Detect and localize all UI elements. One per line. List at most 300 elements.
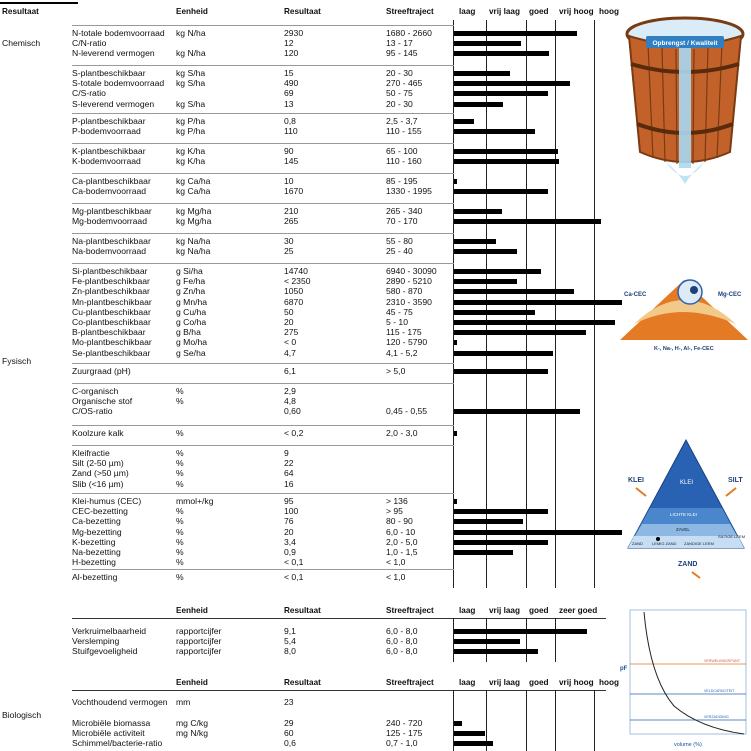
row-g7-1 [0,276,640,286]
row-g7-0-value: 14740 [284,266,308,276]
bio-row-3-bar [454,741,493,746]
phys-row-0-value: 9,1 [284,626,296,636]
row-g10-0-bar [454,431,457,436]
row-g11-1-unit: % [176,458,184,469]
row-g12-2-value: 76 [284,516,294,527]
row-g12-4-bar [454,540,548,545]
row-g10-0-value: < 0,2 [284,428,304,438]
row-g12-0-parameter: Klei-humus (CEC) [72,496,142,506]
row-g9-1-value: 4,8 [284,396,296,407]
row-g12-6-value: < 0,1 [284,557,304,568]
row-g0-1 [0,38,640,48]
phys-row-0 [0,626,640,636]
row-g5-1 [0,216,640,226]
row-g12-6-target: < 1,0 [386,557,406,568]
row-g4-0-target: 85 - 195 [386,176,418,186]
row-g6-1-parameter: Na-bodemvoorraad [72,246,147,257]
phys-row-1-value: 5,4 [284,636,296,647]
row-g7-3-parameter: Mn-plantbeschikbaar [72,296,152,307]
top-rule [0,2,78,4]
row-g5-0-bar [454,209,502,214]
bio-row-3-value: 0,6 [284,738,296,748]
row-g13-0-value: < 0,1 [284,572,304,582]
row-g12-6-unit: % [176,557,184,568]
row-g1-3-value: 13 [284,98,294,109]
cec-label-bottom: K-, Na-, H-, Al-, Fe-CEC [654,346,714,352]
bio-row-1-unit: mg C/kg [176,718,208,728]
bio-scale-vrij-hoog: vrij hoog [559,678,594,687]
row-g7-2-target: 580 - 870 [386,286,423,297]
row-g3-0-bar [454,149,558,154]
phys-row-0-unit: rapportcijfer [176,626,222,636]
row-g7-6-unit: g B/ha [176,327,201,338]
row-g12-2-parameter: Ca-bezetting [72,516,121,527]
row-g7-3 [0,297,640,307]
row-g12-4-value: 3,4 [284,536,296,547]
phys-row-2-parameter: Stuifgevoeligheid [72,646,138,657]
row-g2-1-bar [454,129,535,134]
row-g12-1-value: 100 [284,506,299,517]
bio-scale-vrij-laag: vrij laag [489,678,520,687]
row-g9-2-parameter: C/OS-ratio [72,406,113,417]
row-g7-3-bar [454,300,622,305]
row-g5-1-value: 265 [284,216,299,227]
row-g0-1-target: 13 - 17 [386,38,413,49]
row-g1-3-unit: kg S/ha [176,98,206,109]
row-g7-7-parameter: Mo-plantbeschikbaar [72,337,152,348]
bio-row-1 [0,718,640,728]
row-g11-0 [0,448,640,458]
group-divider [72,25,454,26]
row-g7-2-parameter: Zn-plantbeschikbaar [72,286,150,297]
row-g0-0-target: 1680 - 2660 [386,28,432,38]
bio-scale-hoog: hoog [599,678,620,687]
phys-scale-laag: laag [459,606,476,615]
row-g12-2-target: 80 - 90 [386,516,413,527]
row-g11-3-value: 16 [284,478,294,489]
row-g7-4-bar [454,310,535,315]
phys-row-0-parameter: Verkruimelbaarheid [72,626,147,636]
bio-row-3-parameter: Schimmel/bacterie-ratio [72,738,163,748]
row-g12-0-unit: mmol+/kg [176,496,214,506]
row-g1-3-parameter: S-leverend vermogen [72,98,155,109]
phys-header-resultaat: Resultaat [284,606,321,615]
row-g9-2-bar [454,409,580,414]
row-g7-2-unit: g Zn/ha [176,286,206,297]
row-g9-2 [0,406,640,416]
group-divider [72,65,454,66]
row-g12-3-unit: % [176,526,184,537]
bio-scale-goed: goed [529,678,549,687]
row-g12-3 [0,527,640,537]
tri-siltige-leem: SILTIGE LEEM [718,534,746,539]
row-g7-3-value: 6870 [284,296,304,307]
row-g11-1-parameter: Silt (2-50 µm) [72,458,124,469]
row-g1-1 [0,78,640,88]
pf-band-1: VERWELKINGSPUNT [704,659,741,663]
row-g6-1-target: 25 - 40 [386,246,413,257]
phys-row-1 [0,636,640,646]
phys-row-0-bar [454,629,587,634]
row-g0-1-bar [454,41,521,46]
row-g6-1-unit: kg Na/ha [176,246,211,257]
row-g7-7-target: 120 - 5790 [386,337,428,348]
row-g1-1-unit: kg S/ha [176,78,206,89]
row-g6-0-parameter: Na-plantbeschikbaar [72,236,151,246]
row-g7-3-target: 2310 - 3590 [386,296,432,307]
bio-scale-laag: laag [459,678,476,687]
row-g5-0 [0,206,640,216]
row-g4-0-bar [454,179,457,184]
row-g4-1-target: 1330 - 1995 [386,186,432,197]
row-g1-0-unit: kg S/ha [176,68,206,78]
row-g12-3-bar [454,530,622,535]
row-g3-1-unit: kg K/ha [176,156,206,167]
row-g1-1-value: 490 [284,78,299,89]
row-g9-2-value: 0,60 [284,406,301,417]
row-g0-1-parameter: C/N-ratio [72,38,107,49]
row-g6-1-bar [454,249,517,254]
barrel-banner-text: Opbrengst / Kwaliteit [652,40,718,47]
row-g8-0 [0,366,640,376]
bio-row-0-unit: mm [176,697,191,707]
bio-row-1-bar [454,721,462,726]
row-g7-1-target: 2890 - 5210 [386,276,432,287]
group-divider [72,493,454,494]
row-g5-1-unit: kg Mg/ha [176,216,212,227]
row-g9-0-unit: % [176,386,184,396]
bio-row-2-bar [454,731,485,736]
row-g12-5-target: 1,0 - 1,5 [386,547,418,557]
row-g10-0 [0,428,640,438]
phys-row-2-value: 8,0 [284,646,296,657]
row-g7-6-parameter: B-plantbeschikbaar [72,327,146,338]
scale-vrij-laag: vrij laag [489,7,520,16]
row-g1-2-target: 50 - 75 [386,88,413,99]
row-g4-1-parameter: Ca-bodemvoorraad [72,186,147,197]
row-g1-1-bar [454,81,570,86]
row-g7-5-parameter: Co-plantbeschikbaar [72,317,151,327]
row-g7-3-unit: g Mn/ha [176,296,208,307]
row-g7-0-target: 6940 - 30090 [386,266,437,276]
row-g7-6-bar [454,330,586,335]
row-g5-1-parameter: Mg-bodemvoorraad [72,216,147,227]
row-g8-0-bar [454,369,548,374]
phys-row-1-parameter: Verslemping [72,636,120,647]
row-g1-0-parameter: S-plantbeschikbaar [72,68,146,78]
row-g0-0 [0,28,640,38]
section-fysisch: Fysisch [2,356,32,366]
phys-scale-goed: goed [529,606,549,615]
row-g12-6 [0,557,640,567]
row-g12-1-bar [454,509,548,514]
row-g7-7-unit: g Mo/ha [176,337,208,348]
bio-row-0-value: 23 [284,697,294,707]
texture-triangle [622,436,750,596]
group-divider [72,113,454,114]
row-g7-8-unit: g Se/ha [176,347,206,358]
row-g2-0-parameter: P-plantbeschikbaar [72,116,146,126]
row-g1-3 [0,99,640,109]
row-g6-1-value: 25 [284,246,294,257]
row-g7-5 [0,317,640,327]
row-g5-1-target: 70 - 170 [386,216,418,227]
row-g4-1-value: 1670 [284,186,304,197]
row-g4-0 [0,176,640,186]
row-g6-0-bar [454,239,496,244]
row-g1-2-value: 69 [284,88,294,99]
row-g6-1 [0,246,640,256]
pf-ylabel: pF [620,666,628,672]
row-g7-7-bar [454,340,457,345]
row-g7-2-value: 1050 [284,286,304,297]
row-g0-2 [0,48,640,58]
bio-row-1-target: 240 - 720 [386,718,423,728]
row-g3-0 [0,146,640,156]
phys-row-1-unit: rapportcijfer [176,636,222,647]
row-g12-1-parameter: CEC-bezetting [72,506,128,517]
scale-laag: laag [459,7,476,16]
row-g1-1-target: 270 - 465 [386,78,423,89]
row-g12-4-parameter: K-bezetting [72,536,116,547]
row-g6-0-value: 30 [284,236,294,246]
row-g7-5-target: 5 - 10 [386,317,408,327]
row-g2-1-unit: kg P/ha [176,126,206,137]
cec-label-ca: Ca-CEC [624,292,647,298]
phys-row-2 [0,646,640,656]
row-g5-0-parameter: Mg-plantbeschikbaar [72,206,152,216]
tri-axis-klei: KLEI [628,477,644,484]
group-divider [72,383,454,384]
row-g5-0-unit: kg Mg/ha [176,206,212,216]
header-resultaat-value: Resultaat [284,7,321,16]
bio-header-eenheid: Eenheid [176,678,208,687]
row-g4-1-unit: kg Ca/ha [176,186,211,197]
phys-scale-zeer-goed: zeer goed [559,606,598,615]
row-g12-2 [0,516,640,526]
phys-row-0-target: 6,0 - 8,0 [386,626,418,636]
row-g2-1-parameter: P-bodemvoorraad [72,126,141,137]
phys-row-1-bar [454,639,520,644]
row-g2-0-unit: kg P/ha [176,116,206,126]
row-g7-0 [0,266,640,276]
bio-header-streeftraject: Streeftraject [386,678,434,687]
row-g7-8-parameter: Se-plantbeschikbaar [72,347,151,358]
row-g13-0-target: < 1,0 [386,572,406,582]
group-divider [72,203,454,204]
row-g12-1-unit: % [176,506,184,517]
row-g13-0-unit: % [176,572,184,582]
row-g7-5-unit: g Co/ha [176,317,207,327]
row-g9-1-unit: % [176,396,184,407]
row-g2-0-bar [454,119,474,124]
row-g0-2-bar [454,51,549,56]
row-g3-1-bar [454,159,559,164]
row-g11-3 [0,479,640,489]
row-g12-5 [0,547,640,557]
row-g12-5-parameter: Na-bezetting [72,547,121,557]
row-g12-4-target: 2,0 - 5,0 [386,536,418,547]
row-g12-2-bar [454,519,523,524]
row-g11-3-unit: % [176,478,184,489]
row-g4-1 [0,186,640,196]
row-g12-1-target: > 95 [386,506,403,517]
row-g7-0-parameter: Si-plantbeschikbaar [72,266,148,276]
row-g0-2-target: 95 - 145 [386,48,418,59]
row-g11-3-parameter: Slib (<16 µm) [72,478,124,489]
row-g11-1 [0,458,640,468]
group-divider [72,233,454,234]
scale-goed: goed [529,7,549,16]
group-divider [72,143,454,144]
row-g1-2-parameter: C/S-ratio [72,88,106,99]
row-g0-2-value: 120 [284,48,299,59]
tri-lichte-klei: LICHTE KLEI [670,512,698,517]
row-g8-0-parameter: Zuurgraad (pH) [72,366,131,376]
row-g6-0-unit: kg Na/ha [176,236,211,246]
row-g5-0-target: 265 - 340 [386,206,423,216]
row-g0-0-bar [454,31,577,36]
row-g7-1-unit: g Fe/ha [176,276,206,287]
row-g3-0-target: 65 - 100 [386,146,418,156]
row-g12-3-target: 6,0 - 10 [386,526,416,537]
row-g0-2-unit: kg N/ha [176,48,206,59]
row-g9-0-value: 2,9 [284,386,296,396]
row-g12-5-unit: % [176,547,184,557]
row-g7-4-unit: g Cu/ha [176,306,207,317]
row-g3-0-unit: kg K/ha [176,146,206,156]
row-g7-8-target: 4,1 - 5,2 [386,347,418,358]
pf-xlabel: volume (%) [674,742,702,748]
scale-hoog: hoog [599,7,620,16]
row-g4-0-parameter: Ca-plantbeschikbaar [72,176,151,186]
row-g2-1-target: 110 - 155 [386,126,422,137]
row-g1-3-bar [454,102,503,107]
row-g12-4 [0,537,640,547]
row-g1-0-bar [454,71,510,76]
row-g3-1-value: 145 [284,156,299,167]
pf-band-3: VERZADIGING [704,715,729,719]
row-g12-3-parameter: Mg-bezetting [72,526,122,537]
group-divider [72,363,454,364]
bio-row-2-target: 125 - 175 [386,728,423,738]
row-g7-4-value: 50 [284,306,294,317]
row-g12-5-value: 0,9 [284,547,296,557]
row-g13-0 [0,572,640,582]
row-g9-1-parameter: Organische stof [72,396,133,407]
row-g7-1-value: < 2350 [284,276,311,287]
row-g7-8 [0,348,640,358]
row-g8-0-target: > 5,0 [386,366,406,376]
tri-zavel: ZAVEL [676,527,690,532]
row-g11-2-value: 64 [284,468,294,479]
header-streeftraject: Streeftraject [386,7,434,16]
row-g8-0-value: 6,1 [284,366,296,376]
row-g0-0-value: 2930 [284,28,304,38]
row-g7-6-target: 115 - 175 [386,327,422,338]
bio-row-3-target: 0,7 - 1,0 [386,738,418,748]
row-g7-1-parameter: Fe-plantbeschikbaar [72,276,150,287]
row-g1-0-value: 15 [284,68,294,78]
row-g7-5-value: 20 [284,317,294,327]
row-g2-1-value: 110 [284,126,298,137]
row-g10-0-unit: % [176,428,184,438]
row-g4-1-bar [454,189,548,194]
row-g1-0-target: 20 - 30 [386,68,413,78]
bio-row-1-value: 29 [284,718,294,728]
row-g7-8-value: 4,7 [284,347,296,358]
row-g3-1 [0,156,640,166]
row-g7-6 [0,327,640,337]
cec-label-mg: Mg-CEC [718,292,742,298]
row-g9-0-parameter: C-organisch [72,386,119,396]
row-g11-0-unit: % [176,448,184,458]
section-chemisch: Chemisch [2,38,41,48]
bio-row-0-parameter: Vochthoudend vermogen [72,697,168,707]
header-resultaat: Resultaat [2,7,39,16]
row-g12-5-bar [454,550,513,555]
tri-axis-zand: ZAND [678,561,698,568]
row-g7-5-bar [454,320,615,325]
row-g10-0-parameter: Koolzure kalk [72,428,124,438]
row-g13-0-parameter: Al-bezetting [72,572,118,582]
row-g7-4-parameter: Cu-plantbeschikbaar [72,306,151,317]
row-g2-0-target: 2,5 - 3,7 [386,116,418,126]
row-g7-0-bar [454,269,541,274]
row-g11-2-parameter: Zand (>50 µm) [72,468,129,479]
cec-illustration [618,268,750,354]
row-g1-0 [0,68,640,78]
row-g11-0-value: 9 [284,448,289,458]
row-g12-1 [0,506,640,516]
row-g0-2-parameter: N-leverend vermogen [72,48,155,59]
row-g7-4-target: 45 - 75 [386,306,413,317]
tri-klei: KLEI [680,480,694,486]
row-g4-0-unit: kg Ca/ha [176,176,211,186]
header-eenheid: Eenheid [176,7,208,16]
row-g12-0-target: > 136 [386,496,408,506]
row-g7-2-bar [454,289,574,294]
row-g3-1-parameter: K-bodemvoorraad [72,156,141,167]
tri-lemig-zand: LEMIG ZAND [652,541,677,546]
bio-row-3 [0,738,640,748]
row-g6-0 [0,236,640,246]
row-g7-4 [0,307,640,317]
row-g2-0-value: 0,8 [284,116,296,126]
group-divider [72,425,454,426]
row-g12-0-bar [454,499,457,504]
row-g7-7 [0,337,640,347]
scale-vrij-hoog: vrij hoog [559,7,594,16]
pf-band-2: VELDCAPACITEIT [704,689,735,693]
bio-row-2 [0,728,640,738]
phys-row-2-unit: rapportcijfer [176,646,222,657]
row-g11-1-value: 22 [284,458,294,469]
row-g1-3-target: 20 - 30 [386,98,413,109]
phys-row-2-target: 6,0 - 8,0 [386,646,418,657]
bio-row-2-value: 60 [284,728,294,738]
row-g6-0-target: 55 - 80 [386,236,413,246]
row-g7-7-value: < 0 [284,337,297,348]
phys-row-2-bar [454,649,538,654]
row-g12-4-unit: % [176,536,184,547]
bio-header-resultaat: Resultaat [284,678,321,687]
row-g9-1 [0,396,640,406]
barrel-illustration [622,12,748,190]
row-g10-0-target: 2,0 - 3,0 [386,428,418,438]
group-divider [72,569,454,570]
row-g12-6-parameter: H-bezetting [72,557,116,568]
